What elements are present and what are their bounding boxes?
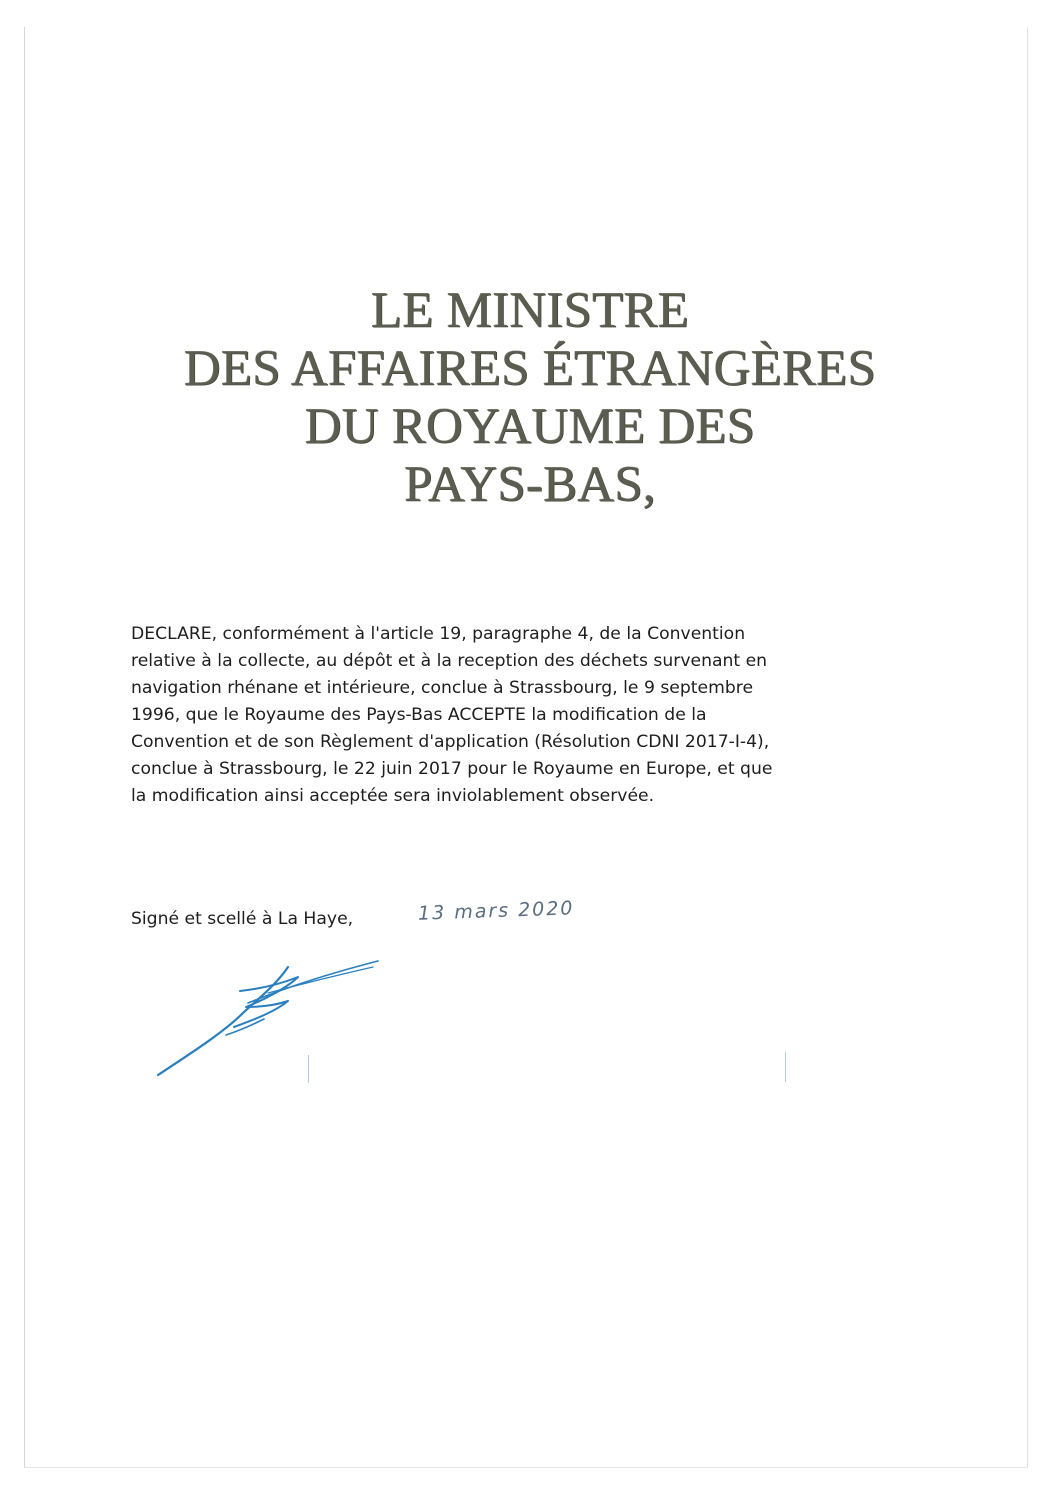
declaration-line: 1996, que le Royaume des Pays-Bas ACCEPTE la modification de la <box>131 705 707 725</box>
declaration-paragraph <box>131 621 931 810</box>
declaration-line: navigation rhénane et intérieure, conclue à Strassbourg, le 9 septembre <box>131 678 754 698</box>
declaration-line: la modification ainsi acceptée sera inviolablement observée. <box>131 786 655 806</box>
margin-mark-right <box>785 1052 786 1082</box>
heading-line-4: PAYS-BAS, <box>404 457 656 513</box>
margin-mark-left <box>308 1055 309 1083</box>
handwritten-date: 13 mars 2020 <box>417 897 575 925</box>
signature-icon <box>148 955 388 1085</box>
document-heading <box>0 282 1060 514</box>
declaration-line: conclue à Strassbourg, le 22 juin 2017 pour le Royaume en Europe, et que <box>131 759 773 779</box>
heading-line-3: DU ROYAUME DES <box>304 399 756 455</box>
heading-line-2: DES AFFAIRES ÉTRANGÈRES <box>183 341 877 397</box>
heading-line-1: LE MINISTRE <box>370 283 690 339</box>
declaration-line: relative à la collecte, au dépôt et à la reception des déchets survenant en <box>131 651 768 671</box>
declaration-line: Convention et de son Règlement d'application (Résolution CDNI 2017-I-4), <box>131 732 770 752</box>
declaration-line: DECLARE, conformément à l'article 19, paragraphe 4, de la Convention <box>131 624 746 644</box>
signing-place-label: Signé et scellé à La Haye, <box>131 909 354 929</box>
